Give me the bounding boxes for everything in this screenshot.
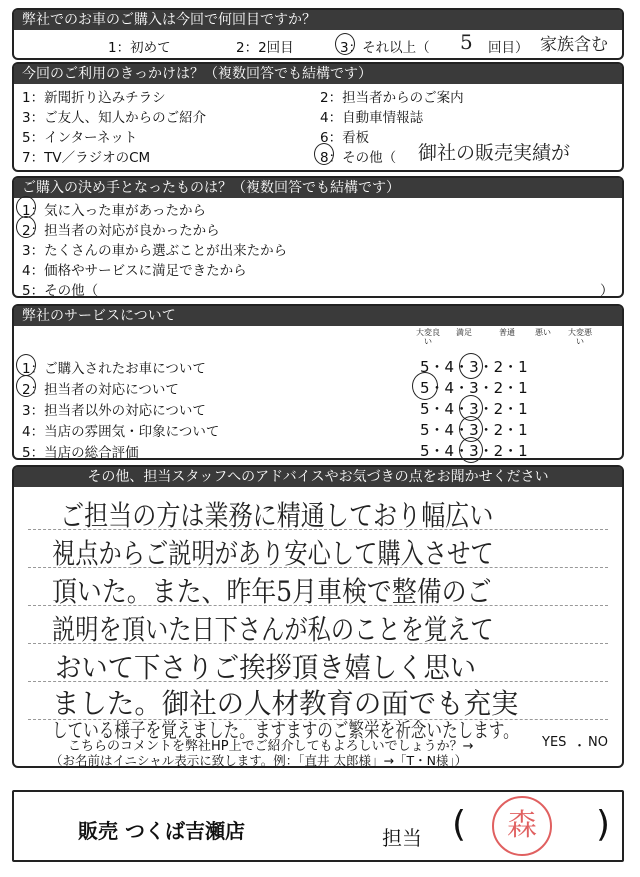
q2-option-4: 4：自動車情報誌 (320, 110, 424, 126)
q1-header: 弊社でのお車のご購入は今回で何回目ですか？ (14, 10, 622, 30)
col-header-normal: 普通 (499, 328, 515, 337)
q4-rating-circle-5 (459, 437, 483, 463)
q2-choice-circle (314, 143, 334, 165)
q4-item-2: 2：担当者の対応について (22, 382, 179, 398)
consent-no: NO (588, 735, 608, 750)
staff-stamp: 森 (492, 796, 552, 856)
q2-option-1: 1：新聞折り込みチラシ (22, 90, 166, 106)
q3-option-5-close: ） (600, 283, 614, 299)
q2-option-2: 2：担当者からのご案内 (320, 90, 464, 106)
q2-option-6: 6：看板 (320, 130, 370, 146)
comment-line-5: おいて下さりご挨拶頂き嬉しく思い (55, 651, 477, 684)
store-name: 販売 つくば吉瀬店 (78, 819, 245, 843)
q1-choice-circle (335, 33, 355, 55)
q2-option-8: 8：その他（ (320, 150, 397, 166)
col-header-very-good: 大変良い (416, 328, 440, 346)
q3-option-4: 4：価格やサービスに満足できたから (22, 263, 247, 279)
staff-close-paren: ) (596, 804, 611, 845)
q4-choice-circle-2 (16, 375, 36, 397)
q3-option-3: 3：たくさんの車から選ぶことが出来たから (22, 243, 288, 259)
q1-option-1: 1：初めて (108, 40, 171, 56)
q3-choice-circle-1 (16, 196, 36, 218)
comment-line-4: 説明を頂いた日下さんが私のことを覚えて (52, 613, 494, 646)
q4-scale-2: 5・4・3・2・1 (420, 379, 528, 397)
q4-scale-1: 5・4・3・2・1 (420, 358, 528, 376)
q3-choice-circle-2 (16, 216, 36, 238)
comment-line-6: ました。御社の人材教育の面でも充実 (52, 687, 519, 720)
q4-scale-5: 5・4・3・2・1 (420, 442, 528, 460)
q3-option-1: 1：気に入った車があったから (22, 203, 206, 219)
q1-option-3-suffix: 回目） (488, 40, 529, 56)
q3-option-2: 2：担当者の対応が良かったから (22, 223, 220, 239)
q1-hand-count: 5 (460, 30, 473, 54)
consent-yes: YES (542, 735, 567, 750)
q1-section (12, 8, 624, 60)
q2-hand-other: 御社の販売実績が (418, 142, 571, 164)
q4-scale-3: 5・4・3・2・1 (420, 400, 528, 418)
staff-open-paren: ( (452, 804, 467, 845)
q3-option-5: 5：その他（ (22, 283, 99, 299)
col-header-satisfied: 満足 (456, 328, 472, 337)
q1-option-2: 2：2回目 (236, 40, 294, 56)
q2-option-7: 7：TV／ラジオのCM (22, 150, 151, 166)
q4-rating-circle-1 (459, 353, 483, 379)
q4-item-3: 3：担当者以外の対応について (22, 403, 206, 419)
q1-hand-note: 家族含む (540, 35, 608, 55)
q5-header: その他、担当スタッフへのアドバイスやお気づきの点をお聞かせください (14, 467, 622, 487)
q2-option-5: 5：インターネット (22, 130, 138, 146)
q4-item-4: 4：当店の雰囲気・印象について (22, 424, 220, 440)
q4-item-5: 5：当店の総合評価 (22, 445, 139, 461)
q4-scale-4: 5・4・3・2・1 (420, 421, 528, 439)
q1-option-3: 3：それ以上（ (340, 40, 430, 56)
q2-header: 今回のご利用のきっかけは？（複数回答でも結構です） (14, 64, 622, 84)
q4-item-1: 1：ご購入されたお車について (22, 361, 206, 377)
col-header-very-bad: 大変悪い (568, 328, 592, 346)
comment-line-1: ご担当の方は業務に精通しており幅広い (60, 499, 494, 532)
q2-option-3: 3：ご友人、知人からのご紹介 (22, 110, 207, 126)
consent-question: こちらのコメントを弊社HP上でご紹介してもよろしいでしょうか？→ (68, 739, 474, 754)
q4-header: 弊社のサービスについて (14, 306, 622, 326)
q4-choice-circle-1 (16, 354, 36, 376)
col-header-bad: 悪い (535, 328, 551, 337)
q4-rating-circle-2 (412, 372, 438, 400)
q3-header: ご購入の決め手となったものは？（複数回答でも結構です） (14, 178, 622, 198)
comment-line-3: 頂いた。また、昨年5月車検で整備のご (52, 575, 492, 608)
initial-note: （お名前はイニシャル表示に致します。例：「直井 太郎様」→「T・N様」） (50, 753, 468, 768)
comment-line-7: している様子を覚えました。ますますのご繁栄を祈念いたします。 (52, 718, 519, 742)
comment-line-2: 視点からご説明があり安心して購入させて (52, 537, 494, 570)
consent-separator: ・ (573, 739, 587, 754)
staff-label: 担当 (382, 826, 422, 850)
